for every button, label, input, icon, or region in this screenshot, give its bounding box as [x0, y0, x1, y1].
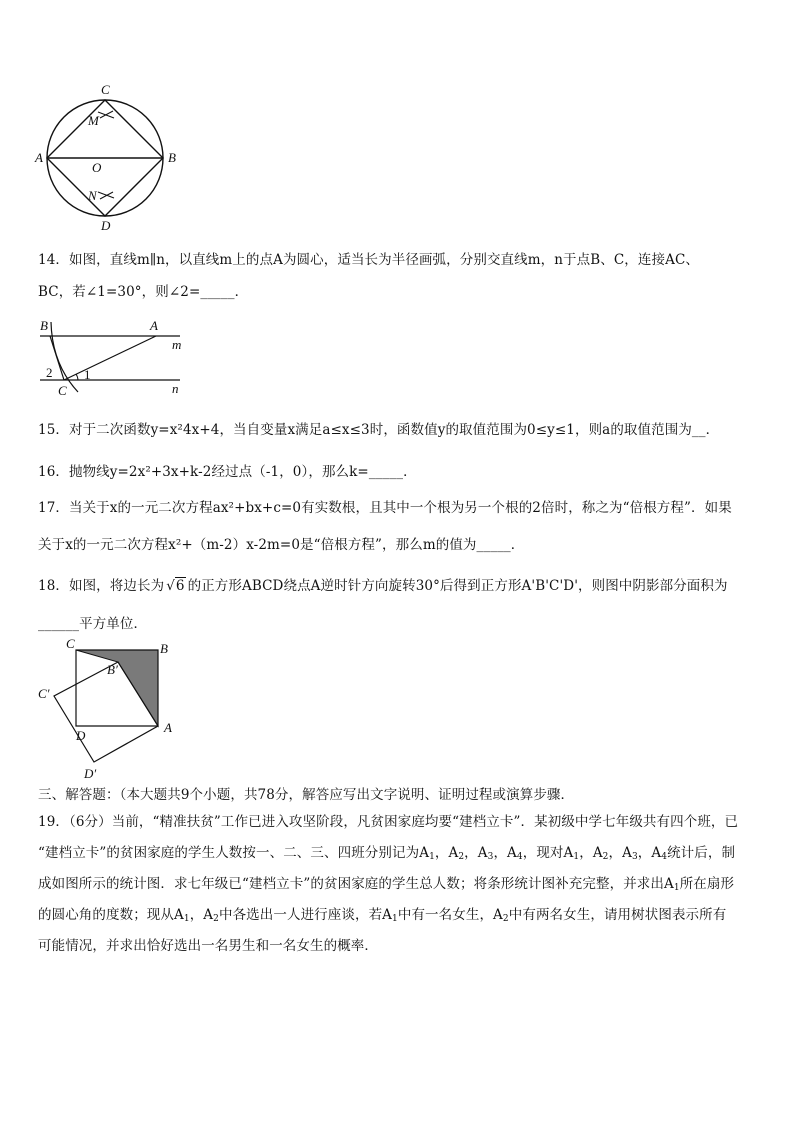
- label-m: M: [88, 113, 99, 128]
- q16-line1: 16．抛物线y=2x²+3x+k-2经过点（-1，0），那么k=_____．: [38, 464, 417, 480]
- label-a: A: [164, 720, 172, 735]
- label-b: B: [168, 150, 176, 165]
- label-b: B: [40, 318, 48, 333]
- sqrt-expression: [166, 576, 185, 596]
- label-c: C: [58, 383, 67, 398]
- q17-line2: 关于x的一元二次方程x²+（m-2）x-2m=0是“倍根方程”，那么m的值为_____．: [38, 537, 525, 553]
- q19-l2d: ，A: [493, 845, 517, 861]
- sub: 2: [602, 852, 609, 862]
- q15-line1: 15．对于二次函数y=x²4x+4，当自变量x满足a≤x≤3时，函数值y的取值范围为0≤y≤1，则a的取值范围为__．: [38, 422, 720, 438]
- label-2: 2: [46, 365, 53, 380]
- sub: 2: [502, 914, 509, 924]
- label-a: A: [35, 150, 43, 165]
- label-c-prime: C′: [38, 686, 50, 701]
- q18-line1: [38, 576, 728, 596]
- sub: 1: [673, 883, 680, 893]
- sub: 3: [631, 852, 638, 862]
- q19-line4: [38, 905, 726, 929]
- q17-line1: 17．当关于x的一元二次方程ax²+bx+c=0有实数根，且其中一个根为另一个根的2倍时，称之为“倍根方程”．如果: [38, 500, 732, 516]
- sub: 2: [213, 914, 219, 924]
- label-m: m: [172, 337, 182, 352]
- q19-l3b: 所在扇形: [679, 876, 735, 892]
- q19-l3a: 成如图所示的统计图．求七年级已“建档立卡”的贫困家庭的学生总人数；将条形统计图补充完整，并求出A: [38, 876, 674, 892]
- q19-l2g: ，A: [608, 845, 632, 861]
- arc: [51, 322, 78, 392]
- radical-sign: √: [166, 578, 175, 594]
- q18-text-a: 18．如图，将边长为: [38, 578, 165, 594]
- q18-line2: ______平方单位．: [38, 616, 148, 632]
- sub: 3: [487, 852, 494, 862]
- label-1: 1: [84, 367, 91, 382]
- q19-l2c: ，A: [464, 845, 488, 861]
- q19-l4c: 中各选出一人进行座谈，若A: [218, 907, 393, 923]
- q14-line1: 14．如图，直线m∥n，以直线m上的点A为圆心，适当长为半径画弧，分别交直线m，n于点B、C，连接AC、: [38, 252, 699, 268]
- label-c: C: [101, 82, 110, 97]
- label-c: C: [66, 636, 75, 651]
- sqrt-value: 6: [175, 578, 185, 594]
- q19-l2i: 统计后，制: [667, 845, 736, 861]
- label-o: O: [92, 160, 102, 175]
- circle-square-figure: [30, 78, 190, 238]
- label-n: n: [172, 381, 179, 396]
- section3-title: 三、解答题：（本大题共9个小题，共78分，解答应写出文字说明、证明过程或演算步骤．: [38, 787, 575, 803]
- q19-l2e: ，现对A: [522, 845, 574, 861]
- label-d-prime: D′: [84, 766, 97, 781]
- sub: 4: [516, 852, 523, 862]
- label-n: N: [88, 188, 97, 203]
- q19-l2a: “建档立卡”的贫困家庭的学生人数按一、二、三、四班分别记为A: [38, 845, 430, 861]
- q19-l4b: ，A: [189, 907, 214, 923]
- label-d: D: [101, 218, 111, 233]
- label-b: B: [160, 641, 168, 656]
- sub: 4: [661, 852, 668, 862]
- q18-text-b: 的正方形ABCD绕点A逆时针方向旋转30°后得到正方形A'B'C'D'，则图中阴影部分面积为: [187, 578, 728, 594]
- q19-line1: 19．（6分）当前，“精准扶贫”工作已进入攻坚阶段，凡贫困家庭均要“建档立卡”．某初级中学七年级共有四个班，已: [38, 814, 739, 830]
- angle1-arc: [76, 374, 78, 380]
- q19-l2h: ，A: [637, 845, 662, 861]
- parallel-lines-figure: [34, 316, 194, 398]
- sub: 1: [429, 852, 435, 862]
- label-d: D: [76, 728, 86, 743]
- q19-l2b: ，A: [434, 845, 459, 861]
- q19-l4e: 中有两名女生，请用树状图表示所有: [508, 907, 727, 923]
- rotated-squares-figure: [34, 636, 184, 786]
- q19-line3: [38, 874, 734, 898]
- q14-line2: BC，若∠1=30°，则∠2=_____．: [38, 284, 249, 300]
- q19-l4a: 的圆心角的度数；现从A: [38, 907, 184, 923]
- segment-ac: [64, 336, 156, 380]
- sub: 1: [392, 914, 398, 924]
- sub: 1: [573, 852, 580, 862]
- q19-l2f: ，A: [579, 845, 603, 861]
- q19-line2: [38, 843, 735, 867]
- label-a: A: [150, 318, 158, 333]
- q19-l4d: 中有一名女生，A: [397, 907, 503, 923]
- sub: 1: [183, 914, 190, 924]
- sub: 2: [458, 852, 465, 862]
- q19-line5: 可能情况，并求出恰好选出一名男生和一名女生的概率．: [38, 938, 378, 954]
- label-b-prime: B′: [107, 662, 118, 677]
